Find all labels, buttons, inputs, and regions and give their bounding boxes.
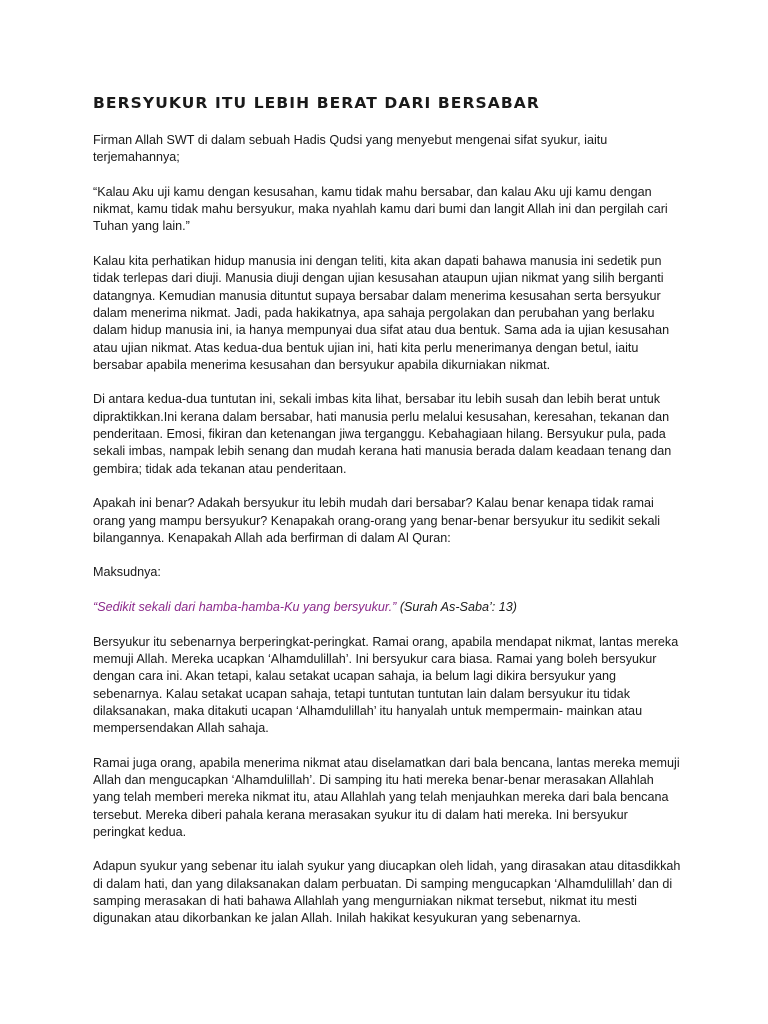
document-page bbox=[93, 92, 683, 945]
quote-text: “Sedikit sekali dari hamba-hamba-Ku yang bersyukur.” bbox=[93, 600, 397, 615]
paragraph: Ramai juga orang, apabila menerima nikmat atau diselamatkan dari bala bencana, lantas mereka memuji Allah dan mengucapkan ‘Alhamdulillah’. Di samping itu hati mereka benar-benar merasakan Allahlah yang telah memberi mereka nikmat itu, atau Allahlah yang telah menjauhkan mereka dari bala bencana tersebut. Mereka diberi pahala kerana merasakan syukur itu di dalam hati mereka. Ini bersyukur peringkat kedua. bbox=[93, 755, 680, 839]
document-title: BERSYUKUR ITU LEBIH BERAT DARI BERSABAR bbox=[93, 94, 540, 112]
paragraph: Di antara kedua-dua tuntutan ini, sekali imbas kita lihat, bersabar itu lebih susah dan lebih berat untuk dipraktikkan.Ini kerana dalam bersabar, hati manusia perlu melalui kesusahan, keresahan, tekanan dan penderitaan. Emosi, fikiran dan ketenangan jiwa terganggu. Kebahagiaan hilang. Bersyukur pula, pada sekali imbas, nampak lebih senang dan mudah kerana hati manusia berada dalam keadaan tenang dan gembira; tidak ada tekanan atau penderitaan. bbox=[93, 392, 672, 476]
paragraph: Maksudnya: bbox=[93, 565, 161, 580]
paragraph: Kalau kita perhatikan hidup manusia ini dengan teliti, kita akan dapati bahawa manusia ini sedetik pun tidak terlepas dari diuji. Manusia diuji dengan ujian kesusahan ataupun ujian nikmat yang silih berganti datangnya. Kemudian manusia dituntut supaya bersabar dalam menerima kesusahan serta bersyukur dalam menerima nikmat. Jadi, pada hakikatnya, apa sahaja pergolakan dan perubahan yang berlaku dalam hidup manusia ini, ia hanya mempunyai dua sifat atau dua bentuk. Sama ada ia ujian kesusahan atau ujian nikmat. Atas kedua-dua bentuk ujian ini, hati kita perlu menerimanya dengan betul, iaitu bersabar apabila menerima kesusahan dan bersyukur apabila dikurniakan nikmat. bbox=[93, 254, 670, 372]
paragraph: Apakah ini benar? Adakah bersyukur itu lebih mudah dari bersabar? Kalau benar kenapa tidak ramai orang yang mampu bersyukur? Kenapakah orang-orang yang benar-benar bersyukur itu sedikit sekali bilangannya. Kenapakah Allah ada berfirman di dalam Al Quran: bbox=[93, 496, 661, 545]
quote-reference: (Surah As-Saba’: 13) bbox=[396, 600, 517, 615]
paragraph: Adapun syukur yang sebenar itu ialah syukur yang diucapkan oleh lidah, yang dirasakan atau ditasdikkah di dalam hati, dan yang dilaksanakan dalam perbuatan. Di samping mengucapkan ‘Alhamdulillah’ dan di samping merasakan di hati bahawa Allahlah yang mengurniakan nikmat tersebut, nikmat itu mesti digunakan atau dikorbankan ke jalan Allah. Inilah hakikat kesyukuran yang sebenarnya. bbox=[93, 859, 681, 926]
paragraph: Bersyukur itu sebenarnya berperingkat-peringkat. Ramai orang, apabila mendapat nikmat, lantas mereka memuji Allah. Mereka ucapkan ‘Alhamdulillah’. Ini bersyukur cara biasa. Ramai yang boleh bersyukur dengan cara ini. Akan tetapi, kalau setakat ucapan sahaja, ia belum lagi dikira bersyukur yang sebenarnya. Kalau setakat ucapan sahaja, tetapi tuntutan tuntutan lain dalam bersyukur itu tidak dilaksanakan, maka ditakuti ucapan ‘Alhamdulillah’ itu hanyalah untuk mempermain- mainkan atau mempersendakan Allah sahaja. bbox=[93, 634, 679, 736]
quran-quote bbox=[93, 599, 683, 616]
paragraph: Firman Allah SWT di dalam sebuah Hadis Qudsi yang menyebut mengenai sifat syukur, iaitu terjemahannya; bbox=[93, 133, 608, 165]
paragraph: “Kalau Aku uji kamu dengan kesusahan, kamu tidak mahu bersabar, dan kalau Aku uji kamu dengan nikmat, kamu tidak mahu bersyukur, maka nyahlah kamu dari bumi dan langit Allah ini dan pergilah cari Tuhan yang lain.” bbox=[93, 184, 668, 234]
